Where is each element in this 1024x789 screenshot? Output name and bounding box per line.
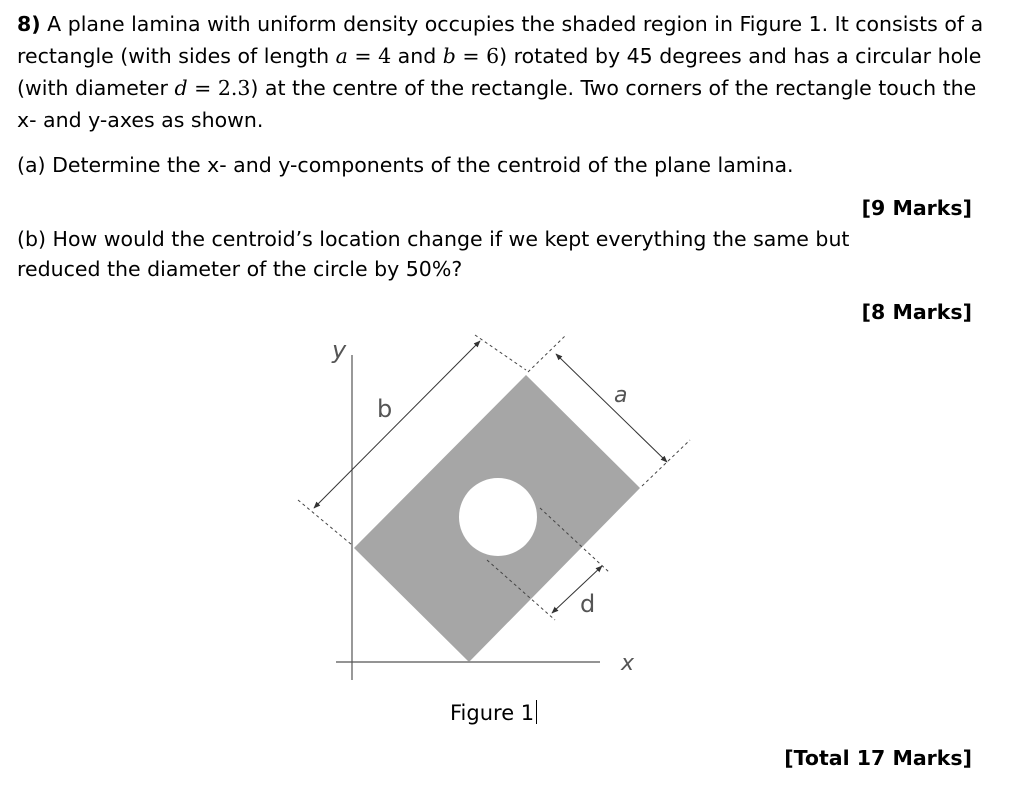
lamina-shaded-region bbox=[354, 375, 640, 662]
b-extension-lower bbox=[298, 500, 352, 545]
d-label: d bbox=[580, 590, 596, 618]
text-cursor bbox=[536, 700, 537, 724]
b-extension-upper bbox=[475, 335, 526, 370]
part-b-text: (b) How would the centroid’s location change if we kept everything the same but reduced the diameter of the circle by 50%? bbox=[17, 227, 850, 281]
part-a-text: (a) Determine the x- and y-components of the centroid of the plane lamina. bbox=[17, 153, 794, 177]
part-b-marks: [8 Marks] bbox=[861, 300, 972, 324]
total-marks: [Total 17 Marks] bbox=[784, 746, 972, 770]
y-axis-label: y bbox=[332, 336, 347, 364]
a-extension-lower bbox=[642, 440, 690, 486]
a-label: a bbox=[614, 383, 628, 408]
part-a-marks: [9 Marks] bbox=[861, 196, 972, 220]
figure-caption: Figure 1 bbox=[450, 700, 537, 725]
question-intro: 8) A plane lamina with uniform density occupies the shaded region in Figure 1. It consists of a rectangle (with sides of length a = 4 and b = 6) rotated by 45 degrees and has a circular hole (with diameter d = 2.3) at the centre of the rectangle. Two corners of the rectangle touch the x- and y-axes as shown. bbox=[17, 12, 984, 132]
x-axis-label: x bbox=[621, 651, 635, 676]
b-label: b bbox=[377, 395, 393, 423]
question-number: 8) bbox=[17, 12, 41, 36]
a-extension-upper bbox=[528, 336, 565, 372]
